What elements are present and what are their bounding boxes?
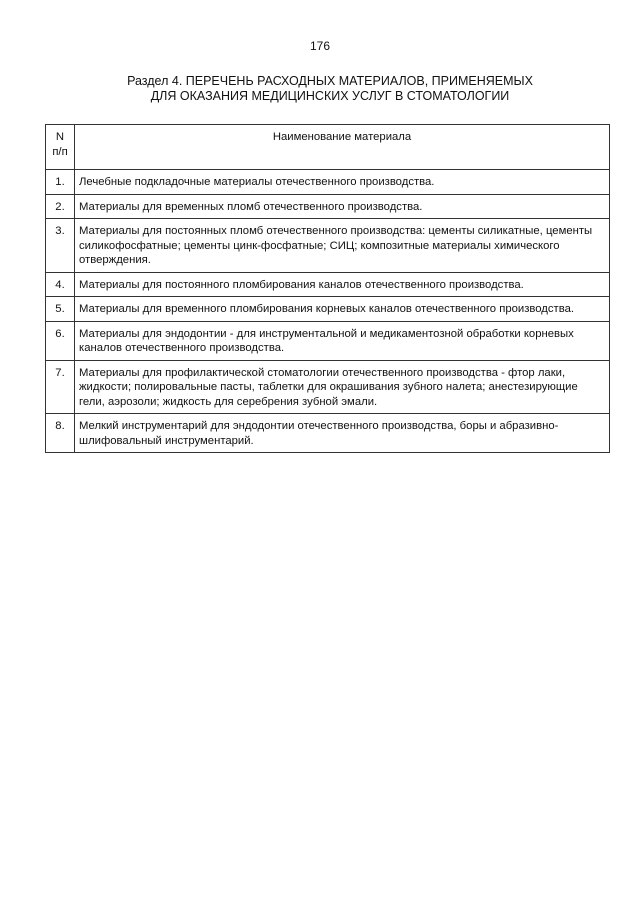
row-number: 5. [46,297,75,322]
row-number: 8. [46,414,75,453]
section-title [40,74,620,104]
row-number: 3. [46,219,75,273]
header-number [46,125,75,170]
section-title-line-1: Раздел 4. ПЕРЕЧЕНЬ РАСХОДНЫХ МАТЕРИАЛОВ, ПРИМЕНЯЕМЫХ [127,74,533,88]
table-row [46,414,610,453]
page-number: 176 [309,39,331,53]
row-material-name: Мелкий инструментарий для эндодонтии отечественного производства, боры и абразивно-шлифовальный инструментарий. [75,414,610,453]
header-number-line-1: N [55,131,65,143]
table-row [46,321,610,360]
table-row [46,297,610,322]
row-material-name: Лечебные подкладочные материалы отечественного производства. [75,170,610,195]
table-row [46,360,610,414]
row-material-name: Материалы для эндодонтии - для инструментальной и медикаментозной обработки корневых каналов отечественного производства. [75,321,610,360]
row-number: 1. [46,170,75,195]
row-number: 7. [46,360,75,414]
row-number: 4. [46,272,75,297]
table-header-row [46,125,610,170]
table-row [46,272,610,297]
table-row [46,170,610,195]
materials-table [45,124,610,453]
section-title-line-2: ДЛЯ ОКАЗАНИЯ МЕДИЦИНСКИХ УСЛУГ В СТОМАТОЛОГИИ [150,89,510,103]
row-material-name: Материалы для временного пломбирования корневых каналов отечественного производства. [75,297,610,322]
row-material-name: Материалы для постоянных пломб отечественного производства: цементы силикатные, цементы силикофосфатные; цементы цинк-фосфатные; СИЦ; композитные материалы химического отверждения. [75,219,610,273]
table-row [46,219,610,273]
row-material-name: Материалы для профилактической стоматологии отечественного производства - фтор лаки, жидкости; полировальные пасты, таблетки для окрашивания зубного налета; анестезирующие гели, аэрозоли; жидкость для серебрения зубной эмали. [75,360,610,414]
row-material-name: Материалы для постоянного пломбирования каналов отечественного производства. [75,272,610,297]
row-number: 2. [46,194,75,219]
table-row [46,194,610,219]
row-material-name: Материалы для временных пломб отечественного производства. [75,194,610,219]
row-number: 6. [46,321,75,360]
header-number-line-2: п/п [52,145,68,158]
header-material-name: Наименование материала [75,125,610,170]
